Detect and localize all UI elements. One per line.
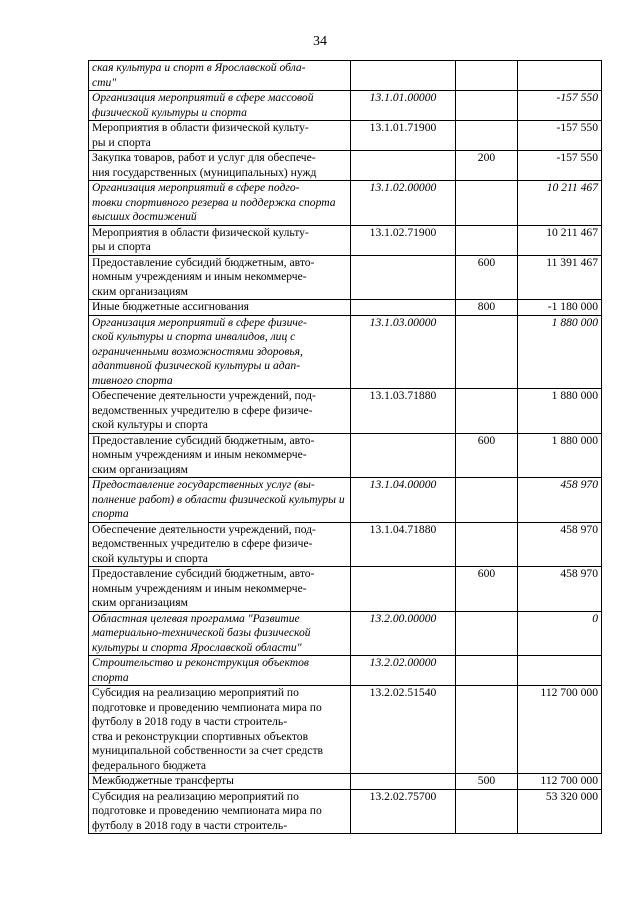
- expense-type-cell: 600: [456, 255, 518, 300]
- name-cell: Иные бюджетные ассигнования: [89, 300, 351, 316]
- expense-type-cell: [456, 61, 518, 91]
- code-cell: [351, 151, 456, 181]
- amount-cell: 10 211 467: [518, 225, 602, 255]
- table-row: [89, 61, 602, 91]
- page-number: 34: [313, 34, 327, 49]
- name-cell: Организация мероприятий в сфере подго- товки спортивного резерва и поддержка спорта высших достижений: [89, 181, 351, 226]
- code-cell: [351, 300, 456, 316]
- table-row: [89, 789, 602, 834]
- expense-type-cell: [456, 389, 518, 434]
- code-cell: 13.1.03.71880: [351, 389, 456, 434]
- amount-cell: 53 320 000: [518, 789, 602, 834]
- code-cell: 13.2.02.75700: [351, 789, 456, 834]
- name-cell: Организация мероприятий в сфере физиче- ской культуры и спорта инвалидов, лиц с ограниченными возможностями здоровья, адаптивной физической культуры и адап- тивного спорта: [89, 315, 351, 389]
- expense-type-cell: [456, 789, 518, 834]
- amount-cell: 1 880 000: [518, 315, 602, 389]
- table-row: [89, 181, 602, 226]
- table-row: [89, 225, 602, 255]
- expense-type-cell: 500: [456, 774, 518, 790]
- amount-cell: 112 700 000: [518, 686, 602, 774]
- expense-type-cell: [456, 121, 518, 151]
- amount-cell: -157 550: [518, 91, 602, 121]
- code-cell: [351, 61, 456, 91]
- code-cell: 13.2.02.00000: [351, 656, 456, 686]
- name-cell: Закупка товаров, работ и услуг для обеспече- ния государственных (муниципальных) нужд: [89, 151, 351, 181]
- name-cell: Предоставление субсидий бюджетным, авто- номным учреждениям и иным некоммерче- ским организациям: [89, 255, 351, 300]
- expense-type-cell: [456, 181, 518, 226]
- amount-cell: -1 180 000: [518, 300, 602, 316]
- table-row: [89, 611, 602, 656]
- table-row: [89, 774, 602, 790]
- code-cell: 13.1.02.71900: [351, 225, 456, 255]
- amount-cell: 458 970: [518, 567, 602, 612]
- code-cell: [351, 255, 456, 300]
- expense-type-cell: [456, 225, 518, 255]
- name-cell: Мероприятия в области физической культу- ры и спорта: [89, 225, 351, 255]
- code-cell: 13.1.04.71880: [351, 522, 456, 567]
- table-row: [89, 91, 602, 121]
- name-cell: Строительство и реконструкция объектов спорта: [89, 656, 351, 686]
- name-cell: Предоставление государственных услуг (вы- полнение работ) в области физической культуры и спорта: [89, 478, 351, 523]
- code-cell: 13.1.03.00000: [351, 315, 456, 389]
- amount-cell: 112 700 000: [518, 774, 602, 790]
- code-cell: 13.1.04.00000: [351, 478, 456, 523]
- expense-type-cell: 200: [456, 151, 518, 181]
- table-row: [89, 151, 602, 181]
- amount-cell: 0: [518, 611, 602, 656]
- amount-cell: 11 391 467: [518, 255, 602, 300]
- table-row: [89, 255, 602, 300]
- amount-cell: 1 880 000: [518, 433, 602, 478]
- name-cell: Обеспечение деятельности учреждений, под- ведомственных учредителю в сфере физиче- ской культуры и спорта: [89, 389, 351, 434]
- name-cell: ская культура и спорт в Ярославской обла- сти": [89, 61, 351, 91]
- name-cell: Мероприятия в области физической культу- ры и спорта: [89, 121, 351, 151]
- expense-type-cell: [456, 611, 518, 656]
- code-cell: 13.1.01.00000: [351, 91, 456, 121]
- table-row: [89, 656, 602, 686]
- table-row: [89, 433, 602, 478]
- amount-cell: 10 211 467: [518, 181, 602, 226]
- name-cell: Межбюджетные трансферты: [89, 774, 351, 790]
- expense-type-cell: [456, 522, 518, 567]
- budget-table-body: [89, 61, 602, 834]
- budget-table: [88, 60, 602, 834]
- expense-type-cell: [456, 686, 518, 774]
- expense-type-cell: [456, 656, 518, 686]
- table-row: [89, 686, 602, 774]
- name-cell: Предоставление субсидий бюджетным, авто- номным учреждениям и иным некоммерче- ским организациям: [89, 433, 351, 478]
- amount-cell: [518, 61, 602, 91]
- table-row: [89, 315, 602, 389]
- table-row: [89, 389, 602, 434]
- code-cell: 13.1.01.71900: [351, 121, 456, 151]
- amount-cell: 458 970: [518, 522, 602, 567]
- amount-cell: 458 970: [518, 478, 602, 523]
- code-cell: 13.1.02.00000: [351, 181, 456, 226]
- amount-cell: 1 880 000: [518, 389, 602, 434]
- table-row: [89, 478, 602, 523]
- table-row: [89, 522, 602, 567]
- name-cell: Областная целевая программа "Развитие материально-технической базы физической культуры и спорта Ярославской области": [89, 611, 351, 656]
- name-cell: Организация мероприятий в сфере массовой физической культуры и спорта: [89, 91, 351, 121]
- expense-type-cell: [456, 91, 518, 121]
- name-cell: Предоставление субсидий бюджетным, авто- номным учреждениям и иным некоммерче- ским организациям: [89, 567, 351, 612]
- name-cell: Субсидия на реализацию мероприятий по подготовке и проведению чемпионата мира по футболу в 2018 году в части строитель- ства и реконструкции спортивных объектов муниципальной собственности за счет средств федерального бюджета: [89, 686, 351, 774]
- expense-type-cell: 800: [456, 300, 518, 316]
- expense-type-cell: [456, 478, 518, 523]
- code-cell: [351, 774, 456, 790]
- table-row: [89, 567, 602, 612]
- name-cell: Обеспечение деятельности учреждений, под- ведомственных учредителю в сфере физиче- ской культуры и спорта: [89, 522, 351, 567]
- expense-type-cell: [456, 315, 518, 389]
- code-cell: [351, 567, 456, 612]
- code-cell: 13.2.00.00000: [351, 611, 456, 656]
- amount-cell: [518, 656, 602, 686]
- table-row: [89, 121, 602, 151]
- code-cell: [351, 433, 456, 478]
- expense-type-cell: 600: [456, 567, 518, 612]
- code-cell: 13.2.02.51540: [351, 686, 456, 774]
- amount-cell: -157 550: [518, 151, 602, 181]
- amount-cell: -157 550: [518, 121, 602, 151]
- table-row: [89, 300, 602, 316]
- name-cell: Субсидия на реализацию мероприятий по подготовке и проведению чемпионата мира по футболу в 2018 году в части строитель-: [89, 789, 351, 834]
- expense-type-cell: 600: [456, 433, 518, 478]
